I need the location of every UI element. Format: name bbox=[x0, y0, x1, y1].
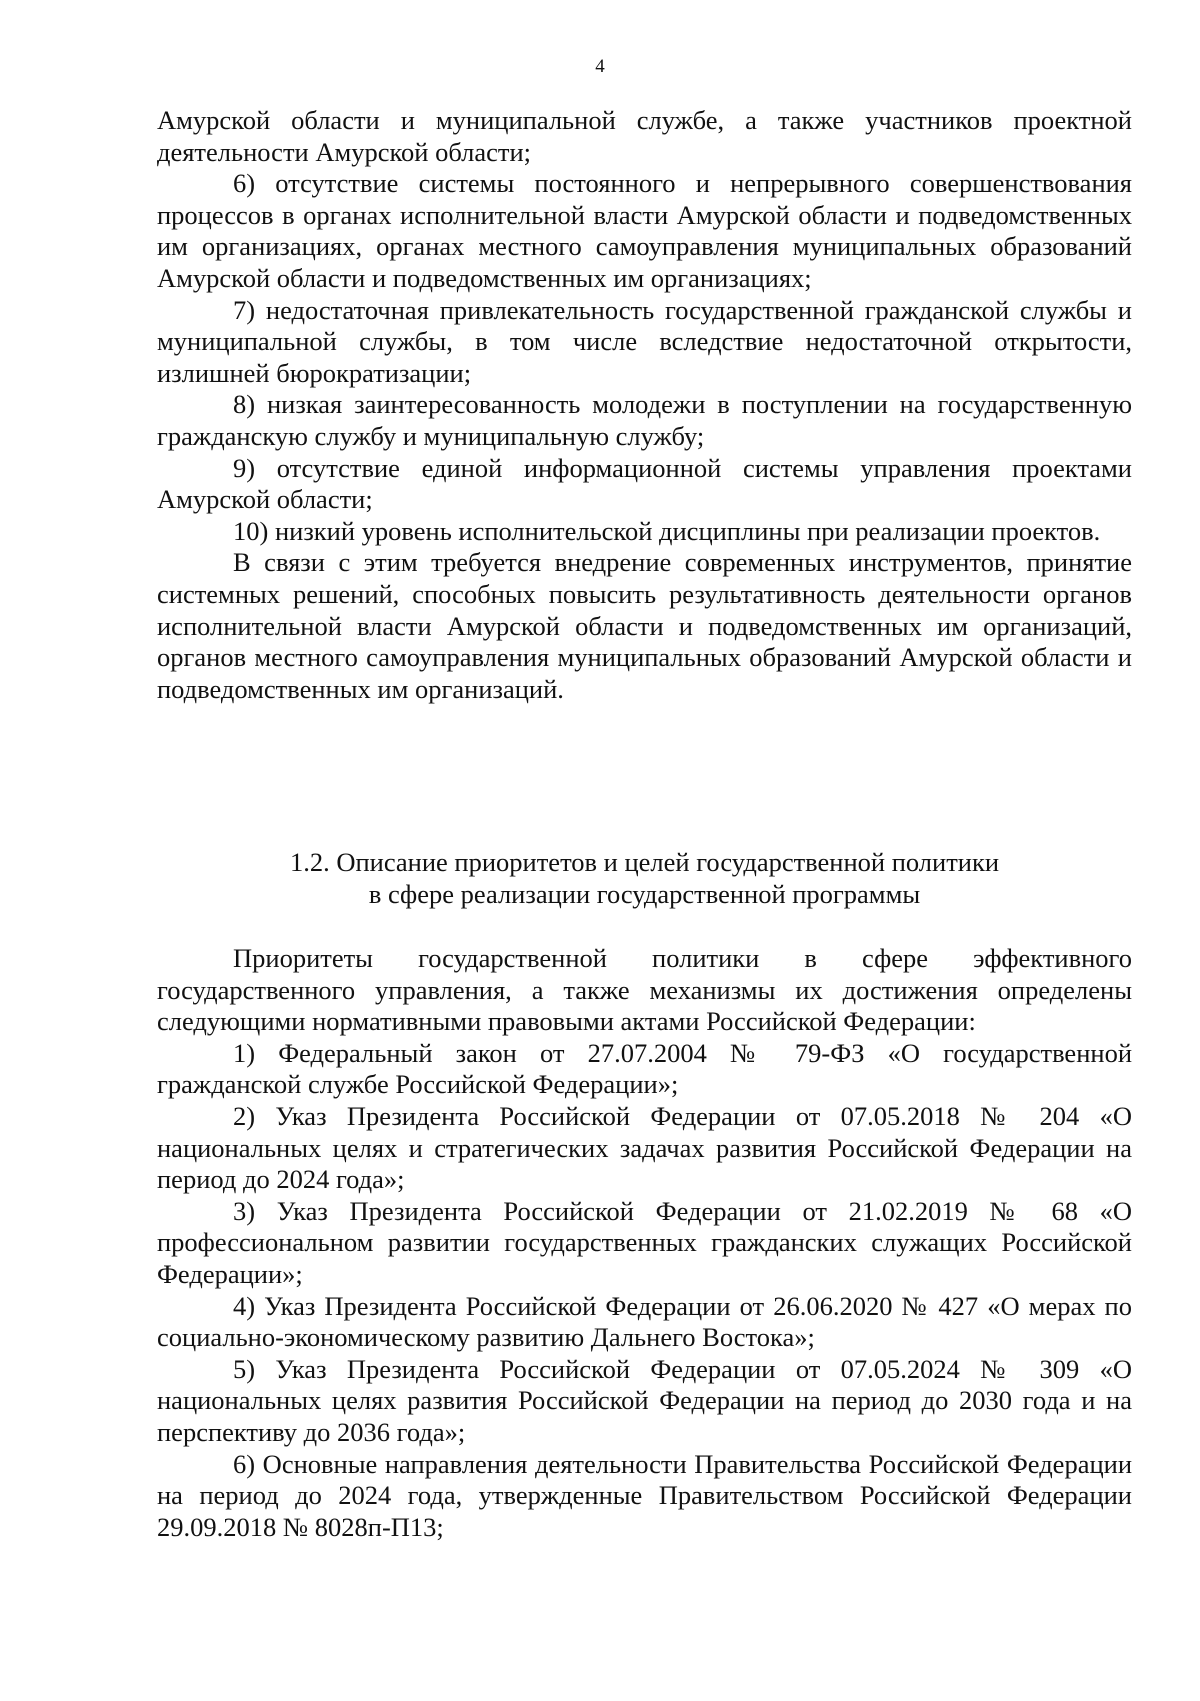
page-number: 4 bbox=[595, 56, 605, 77]
paragraph-act-2: 2) Указ Президента Российской Федерации от 07.05.2018 № 204 «О национальных целях и стратегических задачах развития Российской Федерации на период до 2024 года»; bbox=[157, 1100, 1132, 1195]
section-heading-line-2: в сфере реализации государственной программы bbox=[368, 879, 921, 909]
paragraph-item-9: 9) отсутствие единой информационной системы управления проектами Амурской области; bbox=[157, 452, 1132, 515]
section-priorities-text bbox=[157, 943, 1132, 1543]
section-heading-line-1: 1.2. Описание приоритетов и целей государственной политики bbox=[289, 847, 1000, 877]
paragraph-item-7: 7) недостаточная привлекательность государственной гражданской службы и муниципальной службы, в том числе вследствие недостаточной открытости, излишней бюрократизации; bbox=[157, 294, 1132, 388]
paragraph-item-8: 8) низкая заинтересованность молодежи в поступлении на государственную гражданскую службу и муниципальную службу; bbox=[157, 389, 1132, 451]
paragraph-continuation: Амурской области и муниципальной службе, а также участников проектной деятельности Амурской области; bbox=[157, 105, 1132, 167]
paragraph-act-4: 4) Указ Президента Российской Федерации от 26.06.2020 № 427 «О мерах по социально-экономическому развитию Дальнего Востока»; bbox=[157, 1290, 1132, 1353]
paragraph-priorities-intro: Приоритеты государственной политики в сфере эффективного государственного управления, а также механизмы их достижения определены следующими нормативными правовыми актами Российской Федерации: bbox=[157, 943, 1132, 1037]
paragraph-conclusion: В связи с этим требуется внедрение современных инструментов, принятие системных решений, способных повысить результативность деятельности органов исполнительной власти Амурской области и подведомственных им организаций, органов местного самоуправления муниципальных образований Амурской области и подведомственных им организаций. bbox=[157, 547, 1132, 704]
section-problems-text bbox=[157, 105, 1132, 705]
section-heading bbox=[157, 846, 1132, 910]
paragraph-act-6: 6) Основные направления деятельности Правительства Российской Федерации на период до 2024 года, утвержденные Правительством Российской Федерации 29.09.2018 № 8028п-П13; bbox=[157, 1448, 1132, 1542]
paragraph-item-6: 6) отсутствие системы постоянного и непрерывного совершенствования процессов в органах исполнительной власти Амурской области и подведомственных им организациях, органах местного самоуправления муниципальных образований Амурской области и подведомственных им организациях; bbox=[157, 168, 1132, 293]
paragraph-item-10: 10) низкий уровень исполнительской дисциплины при реализации проектов. bbox=[233, 515, 1101, 546]
paragraph-act-5: 5) Указ Президента Российской Федерации от 07.05.2024 № 309 «О национальных целях развития Российской Федерации на период до 2030 года и на перспективу до 2036 года»; bbox=[157, 1353, 1132, 1447]
paragraph-act-1: 1) Федеральный закон от 27.07.2004 № 79-ФЗ «О государственной гражданской службе Российской Федерации»; bbox=[157, 1037, 1132, 1100]
paragraph-act-3: 3) Указ Президента Российской Федерации от 21.02.2019 № 68 «О профессиональном развитии государственных гражданских служащих Российской Федерации»; bbox=[157, 1195, 1132, 1289]
